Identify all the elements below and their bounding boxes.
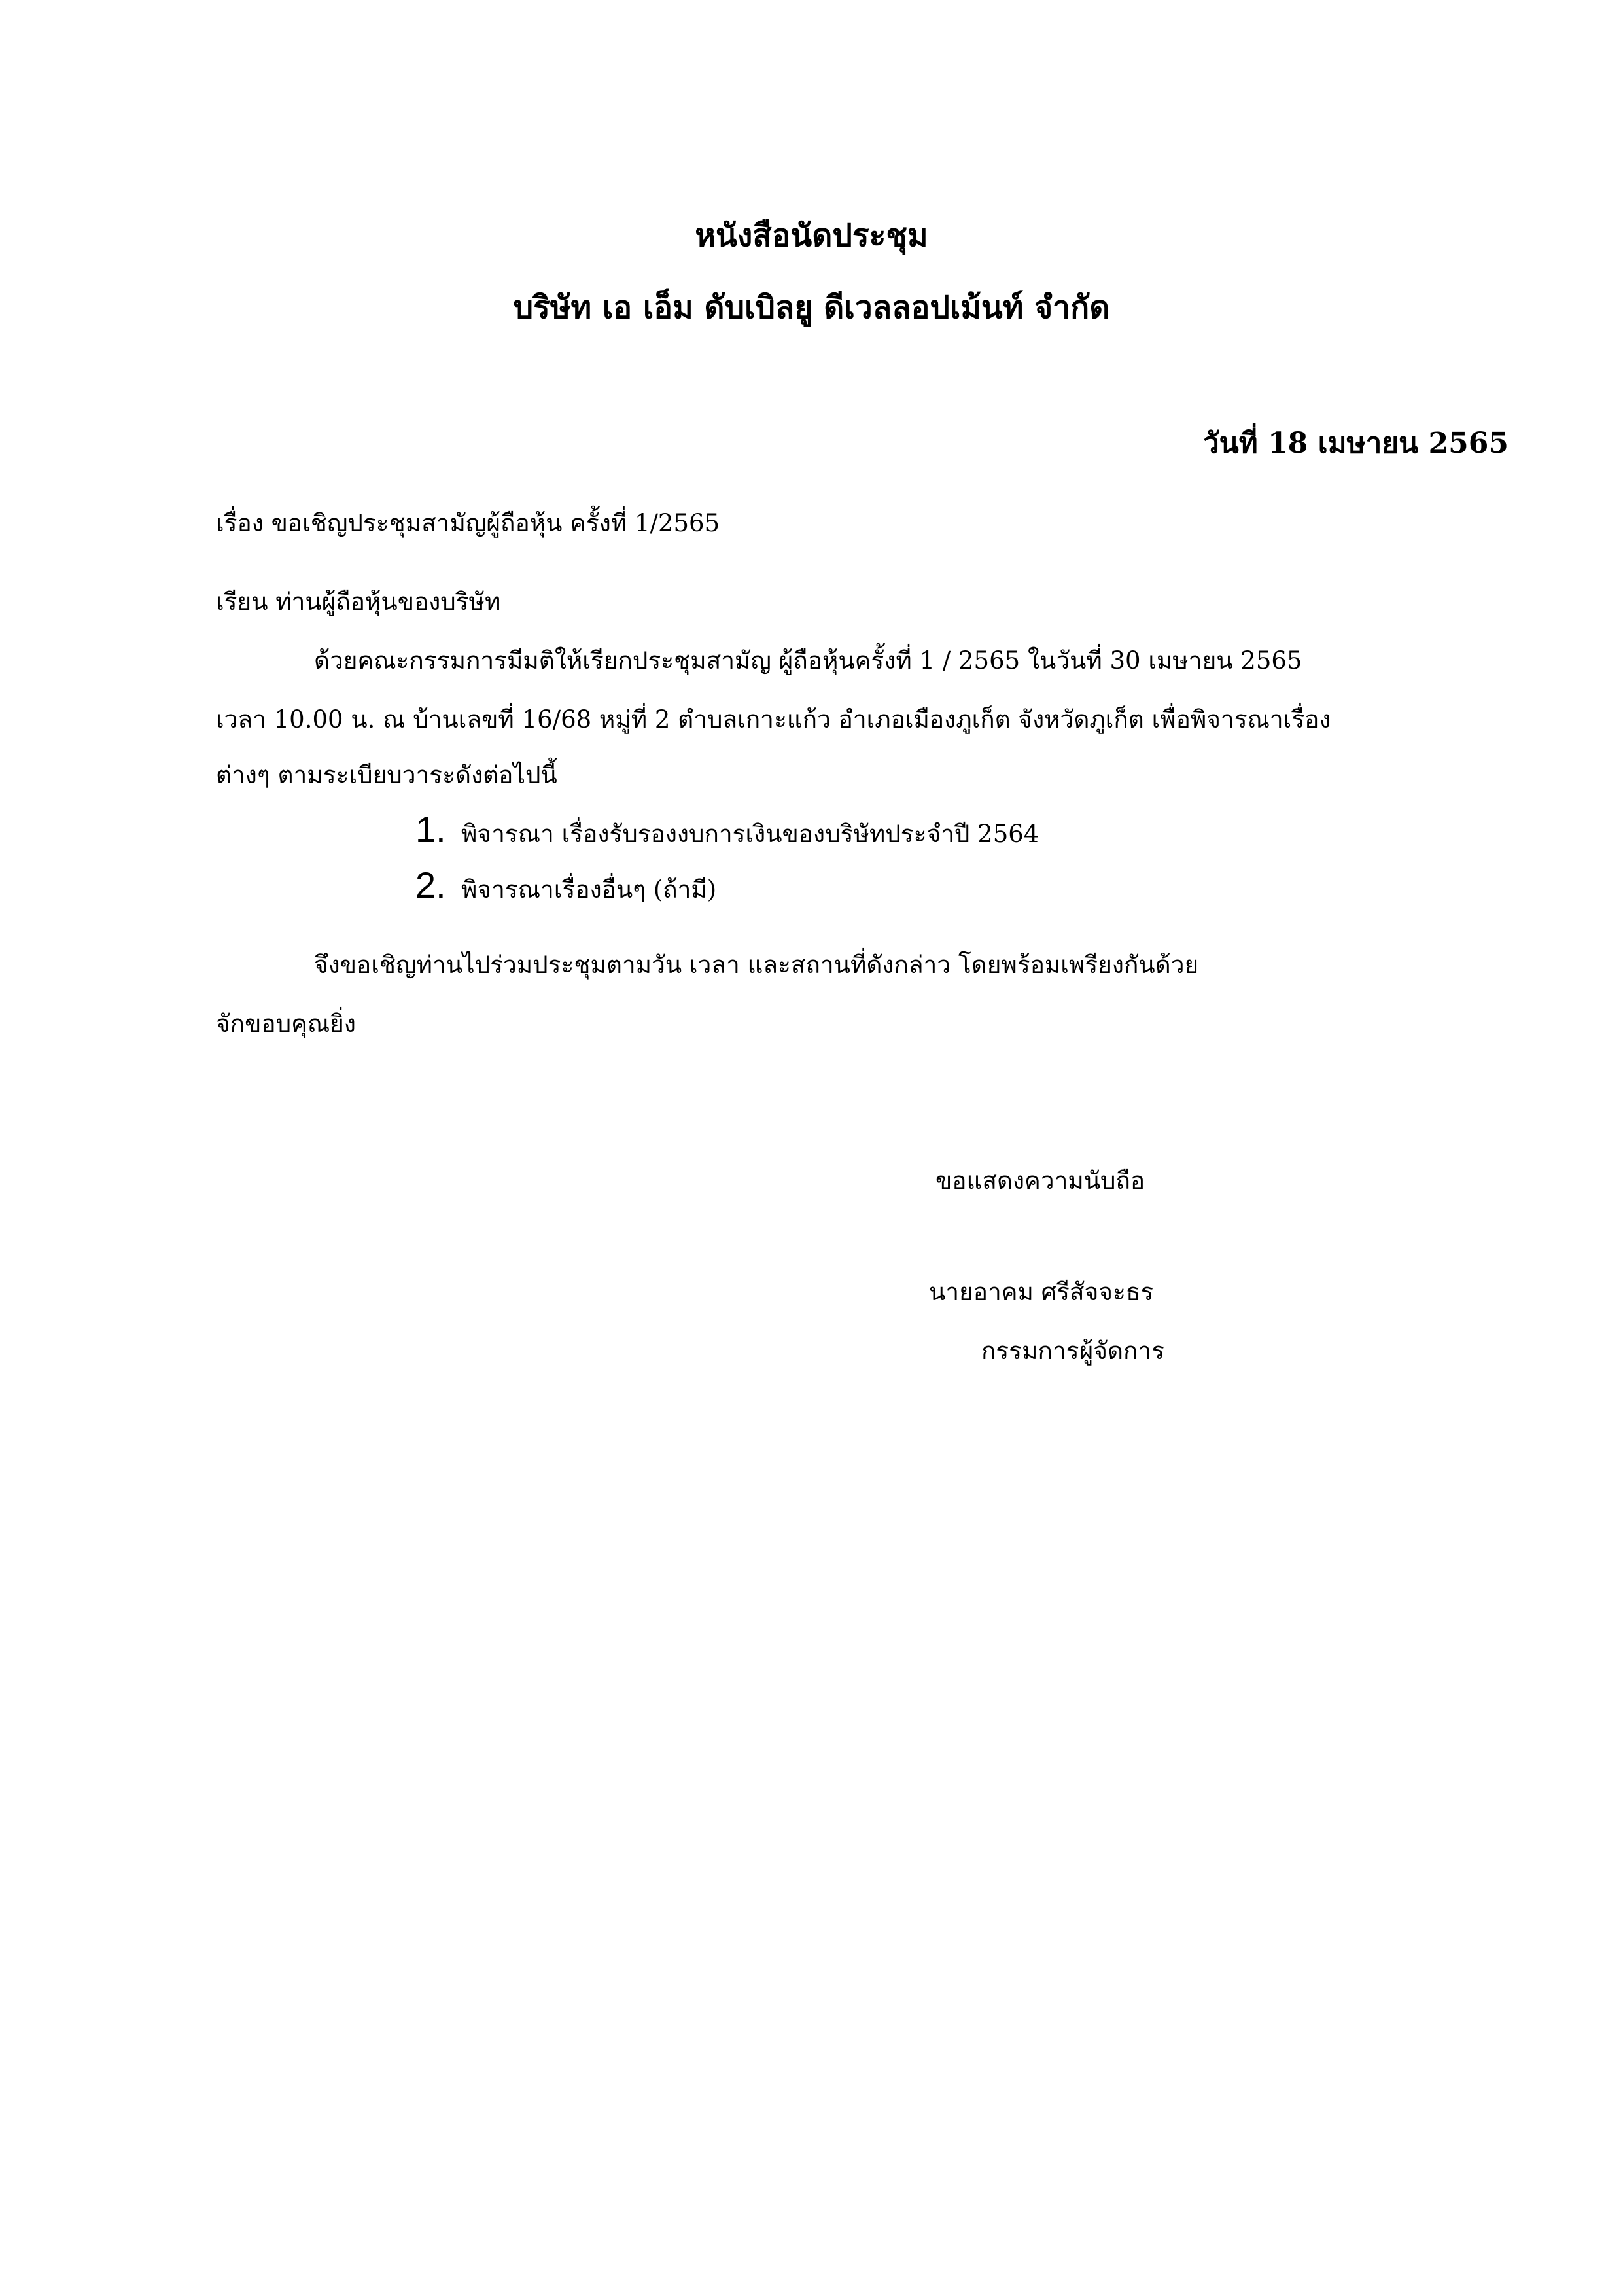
regards-text: ขอแสดงความนับถือ: [935, 1167, 1145, 1195]
body-paragraph-line-3: ต่างๆ ตามระเบียบวาระดังต่อไปนี้: [216, 761, 557, 789]
signer-position: กรรมการผู้จัดการ: [981, 1337, 1165, 1365]
document-date: วันที่ 18 เมษายน 2565: [1202, 427, 1509, 460]
agenda-item: [415, 811, 1039, 853]
body-paragraph-line-1: ด้วยคณะกรรมการมีมติให้เรียกประชุมสามัญ ผู้ถือหุ้นครั้งที่ 1 / 2565 ในวันที่ 30 เมษายน 2565: [314, 646, 1302, 675]
body-paragraph-line-2: เวลา 10.00 น. ณ บ้านเลขที่ 16/68 หมู่ที่ 2 ตำบลเกาะแก้ว อำเภอเมืองภูเก็ต จังหวัดภูเก็ต เพื่อพิจารณาเรื่อง: [216, 705, 1331, 733]
agenda-item-text: พิจารณาเรื่องอื่นๆ (ถ้ามี): [461, 875, 717, 904]
signer-name: นายอาคม ศรีสัจจะธร: [929, 1278, 1154, 1306]
agenda-item-number: 2.: [415, 864, 446, 906]
closing-line-1: จึงขอเชิญท่านไปร่วมประชุมตามวัน เวลา และสถานที่ดังกล่าว โดยพร้อมเพรียงกันด้วย: [314, 951, 1199, 979]
agenda-item: [415, 864, 717, 908]
document-title: หนังสือนัดประชุม: [695, 217, 928, 254]
closing-line-2: จักขอบคุณยิ่ง: [216, 1010, 356, 1038]
agenda-item-number: 1.: [415, 809, 446, 850]
agenda-item-text: พิจารณา เรื่องรับรองงบการเงินของบริษัทประจำปี 2564: [461, 820, 1039, 848]
subject-line: เรื่อง ขอเชิญประชุมสามัญผู้ถือหุ้น ครั้งที่ 1/2565: [216, 509, 720, 537]
company-name: บริษัท เอ เอ็ม ดับเบิลยู ดีเวลลอปเม้นท์ จำกัด: [513, 289, 1110, 326]
salutation-line: เรียน ท่านผู้ถือหุ้นของบริษัท: [216, 588, 501, 616]
